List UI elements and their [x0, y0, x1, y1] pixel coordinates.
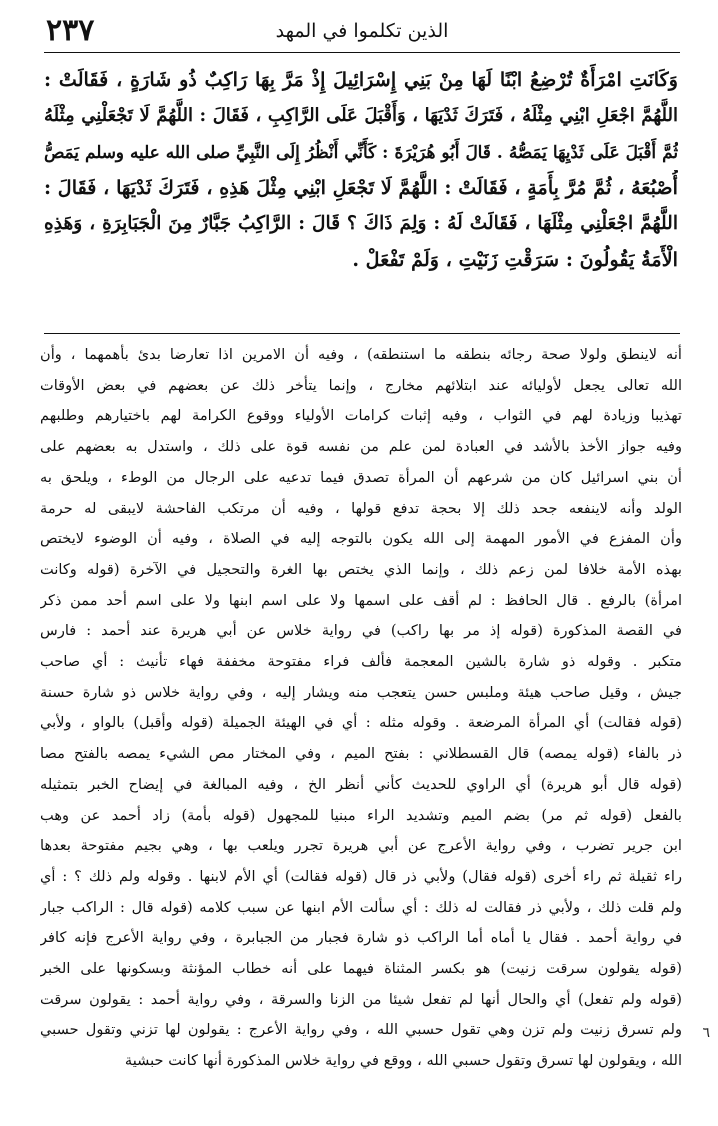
margin-mark: ٦: [702, 1025, 710, 1041]
commentary-line: متكبر . وقوله ذو شارة بالشين المعجمة فألف فراء مفتوحة مخففة فهاء تأنيث : أي صاحب: [40, 653, 682, 671]
hadith-line: وَكَانَتِ امْرَأَةٌ تُرْضِعُ ابْنًا لَهَا مِنْ بَنِي إِسْرَائِيلَ إِذْ مَرَّ بِهَا رَاكِبٌ ذُو شَارَةٍ ، فَقَالَتْ :: [44, 68, 678, 91]
commentary-line: (قوله فقالت) أي المرأة المرضعة . وقوله مثله : أي في الهيئة الجميلة (قوله وأقبل) بالواو ، ولأبي: [40, 714, 682, 732]
commentary-line: في رواية أحمد . فقال يا أماه أما الراكب ذو شارة فجبار من الجبابرة ، وفي رواية الأعرج فإنه كافر: [40, 929, 682, 947]
header-rule: [44, 52, 680, 53]
hadith-line: اللَّهُمَّ اجْعَلِ ابْنِي مِثْلَهُ ، فَتَرَكَ ثَدْيَهَا ، وَأَقْبَلَ عَلَى الرَّاكِبِ ، فَقَالَ : اللَّهُمَّ لَا تَجْعَلْنِي مِثْلَهُ: [44, 105, 678, 126]
commentary-line: بالفعل (قوله ثم مر) بضم الميم وتشديد الراء مبنيا للمجهول (قوله بأمة) زاد أحمد عن وهب: [40, 806, 682, 824]
commentary-line: تهذيبا وزيادة لهم في الثواب ، وفيه إثبات كرامات الأولياء ووقوع الكرامة لهم باختيارهم وطلبهم: [40, 407, 682, 425]
commentary-text: [40, 340, 682, 1077]
page-header: [46, 14, 678, 48]
hadith-text: [44, 62, 678, 278]
commentary-line: بهذه الأمة خلافا لمن زعم ذلك ، وإنما الذي يختص بها الغرة والتحجيل في الآخرة (قوله وكانت: [40, 560, 682, 578]
commentary-line: الله تعالى يجعل لأوليائه عند ابتلائهم مخارج ، وإنما يتأخر ذلك عن بعضهم في بعض الأوقات: [40, 376, 682, 394]
commentary-line: ابن جرير تضرب ، وفي رواية الأعرج عن أبي هريرة تجرر ويلعب بها ، وهي بجيم مفتوحة بعدها: [40, 837, 682, 855]
commentary-line: (قوله يقولون سرقت زنيت) هو بكسر المثناة فيهما على أنه خطاب المؤنثة وبسكونها على الخبر: [40, 960, 682, 978]
commentary-line: في القصة المذكورة (قوله إذ مر بها راكب) في رواية خلاس عن أبي هريرة عند أحمد : فارس: [40, 622, 682, 640]
commentary-line: جيش ، وقيل صاحب هيئة وملبس حسن يتعجب منه ويشار إليه ، وفي رواية خلاس ذو شارة حسنة: [40, 683, 682, 701]
commentary-line: ذر بالفاء (قوله يمصه) قال القسطلاني : بفتح الميم ، وفي المختار مص الشيء يمصه بالفتح مصا: [40, 745, 682, 763]
commentary-line: (قوله ولم تفعل) أي والحال أنها لم تفعل شيئا من الزنا والسرقة ، وفي رواية أحمد : يقولون سرقت: [40, 990, 682, 1008]
running-title: الذين تكلموا في المهد: [275, 20, 449, 42]
commentary-line: ولم تسرق زنيت ولم تزن وهي تقول حسبي الله ، وفي رواية الأعرج : يقولون لها تزني وتقول حسبي: [40, 1021, 682, 1039]
commentary-line: (قوله قال أبو هريرة) أي الراوي للحديث كأني أنظر الخ ، وفيه المبالغة في إيضاح الخبر بتمثيله: [40, 775, 682, 793]
commentary-line: الولد وأنه لاينفعه جحد ذلك إلا بحجة تدفع قولها ، وفيه أن مرتكب الفاحشة لايبقى له حرمة: [40, 499, 682, 517]
separator-rule: [44, 333, 680, 334]
commentary-line: وأن المفزع في الأمور المهمة إلى الله يكون بالتوجه إليه في الصلاة ، وفيه أن الوضوء لايختص: [40, 530, 682, 548]
commentary-line: أن بني اسرائيل كان من شرعهم أن المرأة تصدق فيما تدعيه على الرجال من الوطء ، ويلحق به: [40, 468, 682, 486]
hadith-line: اللَّهُمَّ اجْعَلْنِي مِثْلَهَا ، فَقَالَتْ لَهُ : وَلِمَ ذَاكَ ؟ قَالَ : الرَّاكِبُ جَبَّارٌ مِنَ الْجَبَابِرَةِ ، وَهَذِهِ: [44, 213, 678, 234]
commentary-line: وفيه جواز الأخذ بالأشد في العبادة لمن علم من نفسه قوة على ذلك ، واستدل به بعضهم على: [40, 438, 682, 456]
commentary-line: امرأة) بالرفع . قال الحافظ : لم أقف على اسمها ولا على اسم ابنها ولا على اسم أحد ممن ذكر: [40, 591, 682, 609]
hadith-line: الْأَمَةُ يَقُولُونَ : سَرَقْتِ زَنَيْتِ ، وَلَمْ تَفْعَلْ .: [352, 248, 678, 271]
hadith-line: ثُمَّ أَقْبَلَ عَلَى ثَدْيِهَا يَمَصُّهُ . قَالَ أَبُو هُرَيْرَةَ : كَأَنِّي أَنْظُرُ إِلَى النَّبِيِّ صلى الله عليه وسلم يَمَصُّ: [44, 142, 678, 162]
commentary-line: راء ثقيلة ثم راء أخرى (قوله فقال) ولأبي ذر قال (قوله فقالت) أي الأم لابنها . وقوله ولم ذلك ؟ : أي: [40, 867, 682, 885]
commentary-line: ولم قلت ذلك ، ولأبي ذر فقالت له ذلك : أي سألت الأم ابنها عن سبب كلامه (قوله قال : الراكب جبار: [40, 898, 682, 916]
commentary-line: أنه لاينطق ولولا صحة رجائه بنطقه ما استنطقه) ، وفيه أن الامرين اذا تعارضا بدئ بأهمهما ، وأن: [40, 346, 682, 363]
page-number: ٢٣٧: [46, 13, 95, 48]
commentary-line: الله ، ويقولون لها تسرق وتقول حسبي الله ، ووقع في رواية خلاس المذكورة أنها كانت حبشية: [124, 1052, 682, 1070]
hadith-line: أُصْبُعَهُ ، ثُمَّ مُرَّ بِأَمَةٍ ، فَقَالَتْ : اللَّهُمَّ لَا تَجْعَلِ ابْنِي مِثْلَ هَذِهِ ، فَتَرَكَ ثَدْيَهَا ، فَقَالَ :: [44, 176, 678, 199]
